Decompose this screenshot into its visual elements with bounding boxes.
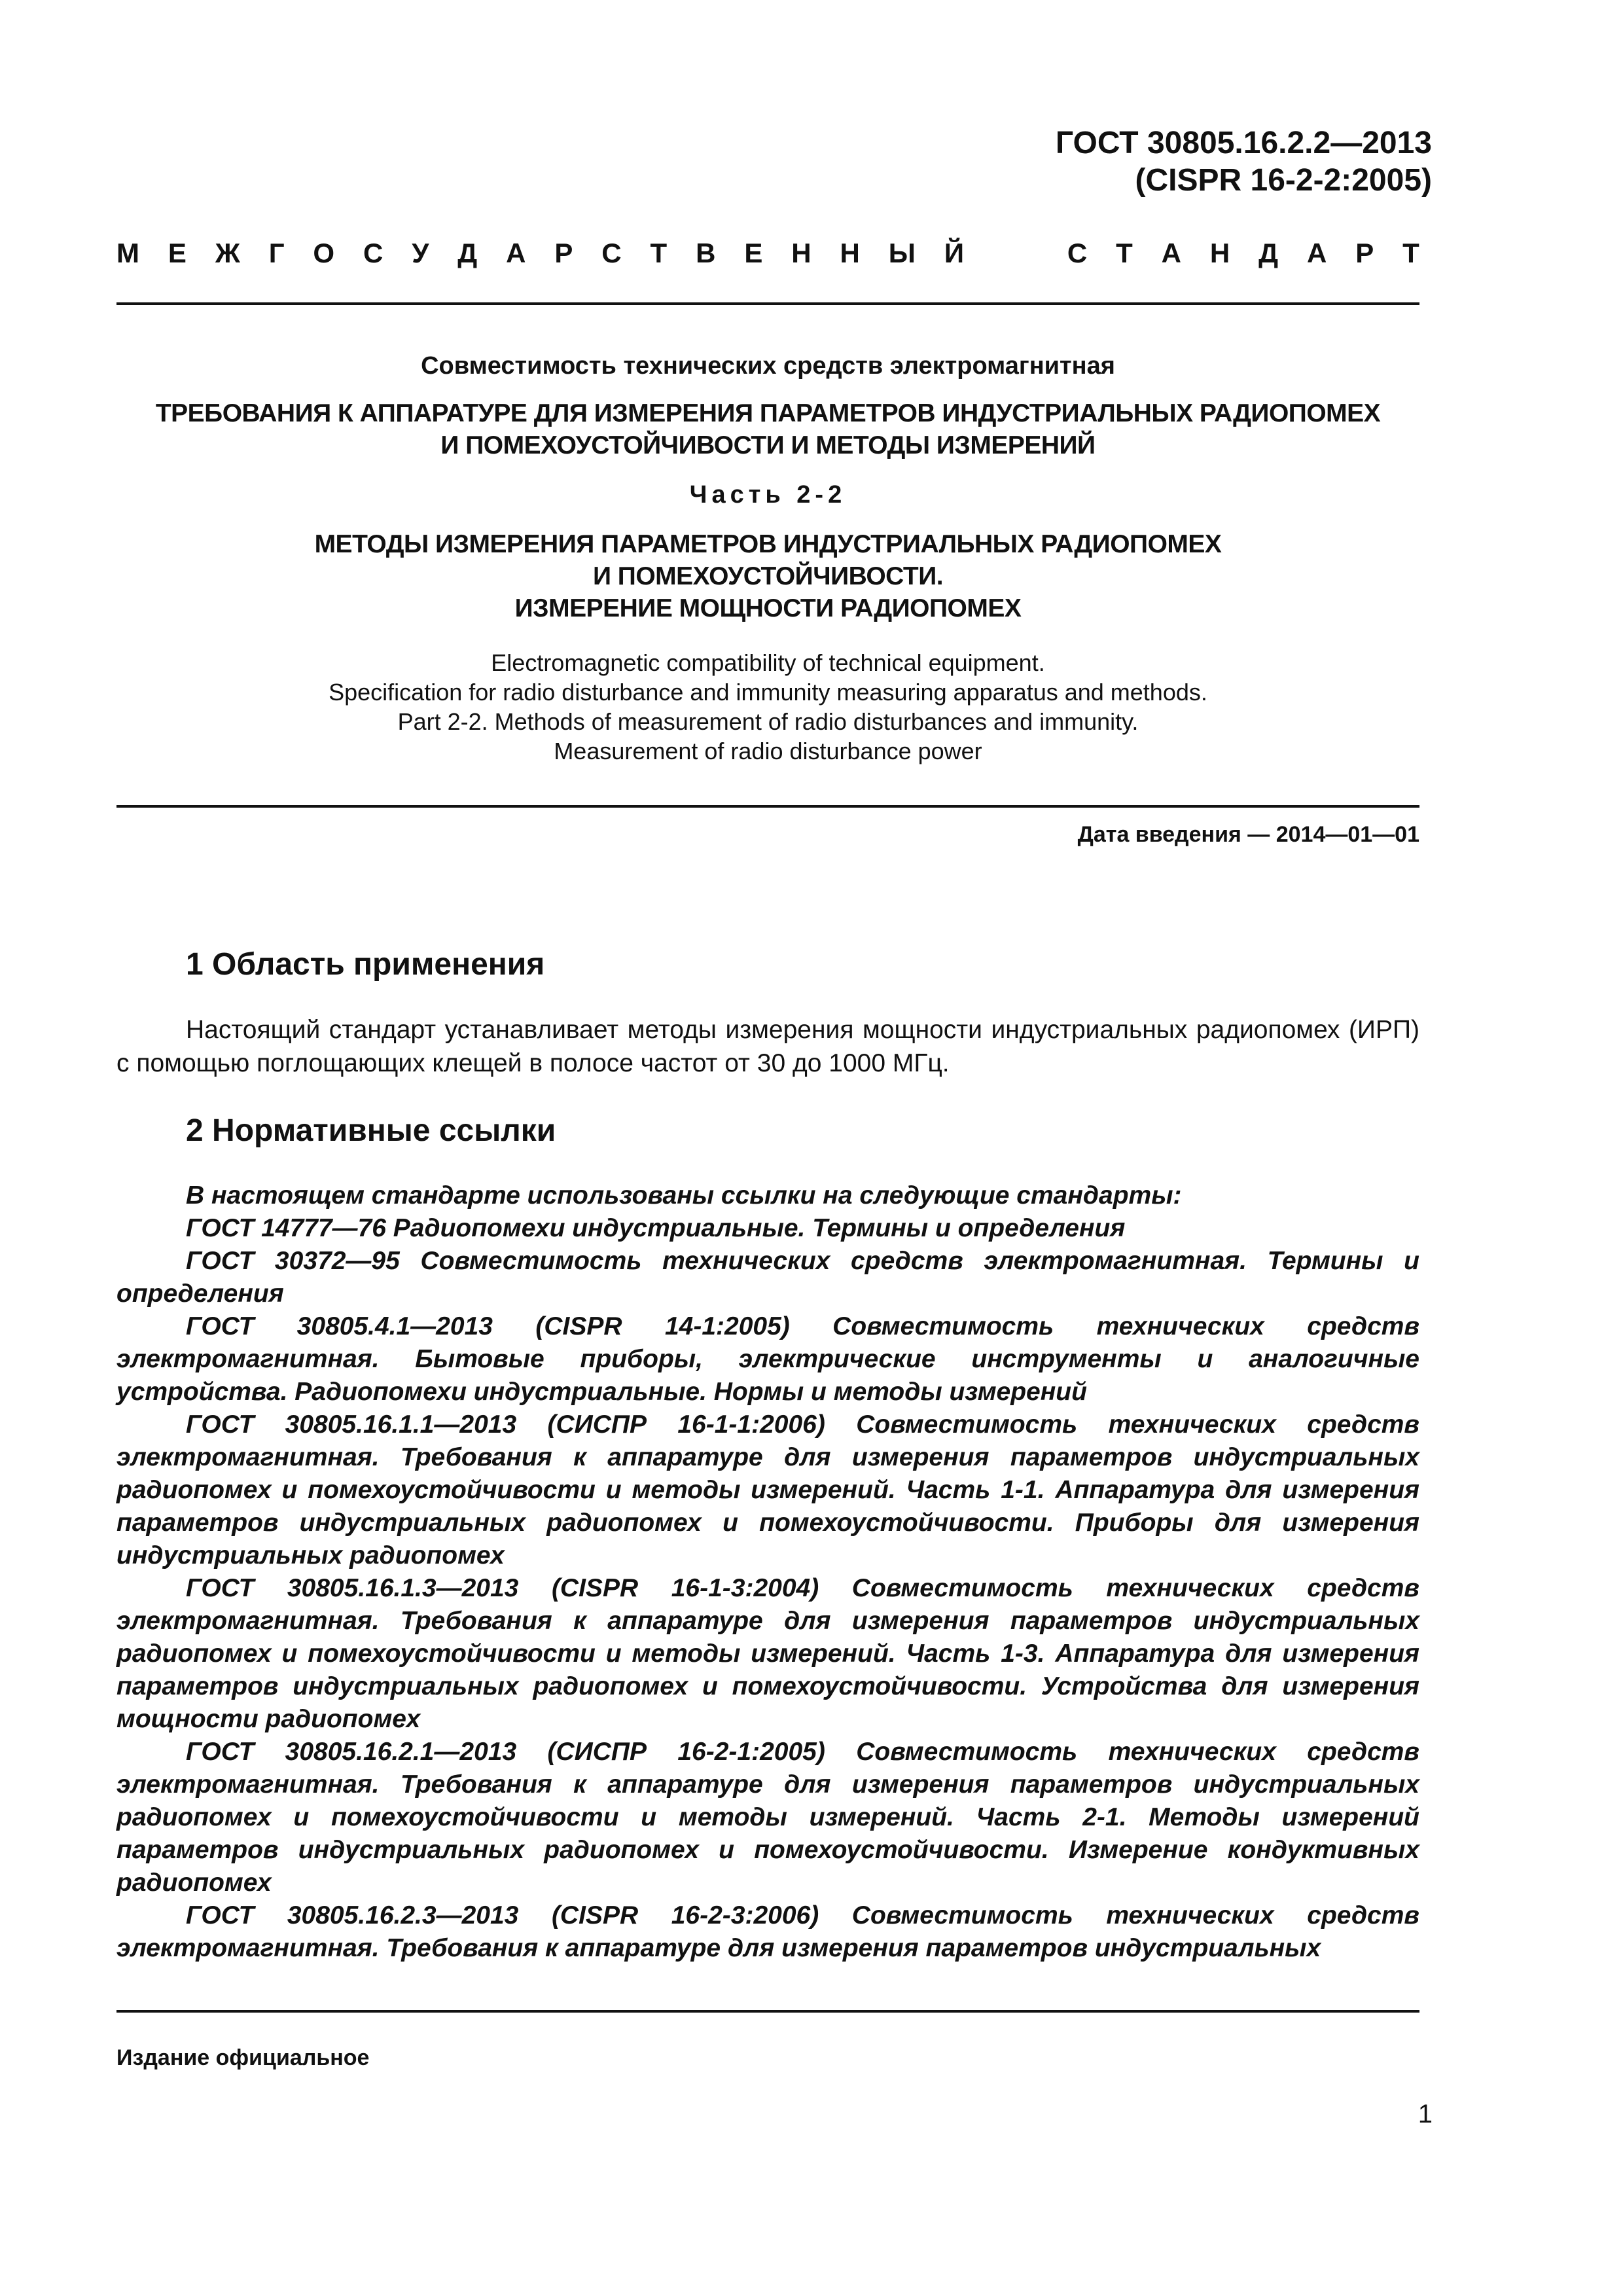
spaced-letter: Е bbox=[168, 238, 187, 268]
reference-item: ГОСТ 30805.16.2.1—2013 (СИСПР 16-2-1:2005) Совместимость технических средств электромагнитная. Требования к аппаратуре для измерения параметров индустриальных радиопомех и помехоустойчивости и методы измерений. Часть 2-1. Методы измерений параметров индустриальных радиопомех и помехоустойчивости. Измерение кондуктивных радиопомех bbox=[116, 1738, 1419, 1897]
reference-item: ГОСТ 30372—95 Совместимость технических средств электромагнитная. Термины и определения bbox=[116, 1247, 1419, 1308]
spaced-letter: Ж bbox=[215, 238, 240, 268]
english-title-line1: Electromagnetic compatibility of technical equipment. bbox=[491, 649, 1045, 676]
spaced-letter: С bbox=[363, 238, 383, 268]
footer-rule bbox=[116, 2010, 1419, 2013]
reference-item: ГОСТ 30805.4.1—2013 (CISPR 14-1:2005) Совместимость технических средств электромагнитная. Бытовые приборы, электрические инструменты и аналогичные устройства. Радиопомехи индустриальные. Нормы и методы измерений bbox=[116, 1312, 1419, 1406]
english-title-line2: Specification for radio disturbance and immunity measuring apparatus and methods. bbox=[329, 679, 1207, 706]
spaced-letter: Р bbox=[554, 238, 573, 268]
word-gap bbox=[993, 237, 1039, 270]
introduction-date: Дата введения — 2014—01—01 bbox=[1077, 822, 1419, 847]
spaced-letter: Е bbox=[744, 238, 763, 268]
spaced-letter: Т bbox=[1402, 238, 1419, 268]
spaced-letter: Н bbox=[840, 238, 860, 268]
main-title-line2: И ПОМЕХОУСТОЙЧИВОСТИ И МЕТОДЫ ИЗМЕРЕНИЙ bbox=[440, 431, 1096, 459]
spaced-letter: М bbox=[116, 238, 139, 268]
part-title: Часть 2-2 bbox=[689, 481, 847, 509]
main-title-line1: ТРЕБОВАНИЯ К АППАРАТУРЕ ДЛЯ ИЗМЕРЕНИЯ ПАРАМЕТРОВ ИНДУСТРИАЛЬНЫХ РАДИОПОМЕХ bbox=[155, 399, 1381, 427]
subtitle-line1: МЕТОДЫ ИЗМЕРЕНИЯ ПАРАМЕТРОВ ИНДУСТРИАЛЬНЫХ РАДИОПОМЕХ bbox=[314, 530, 1222, 558]
reference-item: ГОСТ 30805.16.1.3—2013 (CISPR 16-1-3:2004) Совместимость технических средств электромагнитная. Требования к аппаратуре для измерения параметров индустриальных радиопомех и помехоустойчивости и методы измерений. Часть 1-3. Аппаратура для измерения параметров индустриальных радиопомех и помехоустойчивости. Устройства для измерения мощности радиопомех bbox=[116, 1574, 1419, 1733]
spaced-letter: А bbox=[506, 238, 526, 268]
reference-item: ГОСТ 14777—76 Радиопомехи индустриальные. Термины и определения bbox=[186, 1214, 1126, 1242]
references-intro: В настоящем стандарте использованы ссылки на следующие стандарты: bbox=[186, 1181, 1182, 1210]
subtitle-line2: И ПОМЕХОУСТОЙЧИВОСТИ. bbox=[592, 562, 944, 590]
section-1-text: Настоящий стандарт устанавливает методы измерения мощности индустриальных радиопомех (ИРП) с помощью поглощающих клещей в полосе частот от 30 до 1000 МГц. bbox=[116, 1016, 1419, 1077]
standard-type-spaced bbox=[116, 237, 1419, 270]
spaced-letter: Ы bbox=[888, 238, 916, 268]
section-1-heading: 1 Область применения bbox=[186, 947, 545, 982]
spaced-letter: Г bbox=[268, 238, 285, 268]
spaced-letter: Р bbox=[1355, 238, 1374, 268]
title-rule bbox=[116, 805, 1419, 808]
english-title-line3: Part 2-2. Methods of measurement of radio disturbances and immunity. bbox=[397, 708, 1139, 735]
edition-label: Издание официальное bbox=[116, 2045, 370, 2070]
english-title-line4: Measurement of radio disturbance power bbox=[554, 738, 982, 764]
spaced-letter: В bbox=[696, 238, 716, 268]
section-2-heading: 2 Нормативные ссылки bbox=[186, 1113, 556, 1148]
reference-item: ГОСТ 30805.16.1.1—2013 (СИСПР 16-1-1:2006) Совместимость технических средств электромагнитная. Требования к аппаратуре для измерения параметров индустриальных радиопомех и помехоустойчивости и методы измерений. Часть 1-1. Аппаратура для измерения параметров индустриальных радиопомех и помехоустойчивости. Приборы для измерения индустриальных радиопомех bbox=[116, 1410, 1419, 1570]
spaced-letter: У bbox=[412, 238, 429, 268]
spaced-letter: О bbox=[313, 238, 335, 268]
page-number: 1 bbox=[1418, 2100, 1433, 2128]
spaced-letter: С bbox=[601, 238, 622, 268]
spaced-letter: Н bbox=[1209, 238, 1230, 268]
spaced-letter: Д bbox=[457, 238, 478, 268]
reference-item: ГОСТ 30805.16.2.3—2013 (CISPR 16-2-3:2006) Совместимость технических средств электромагнитная. Требования к аппаратуре для измерения параметров индустриальных bbox=[116, 1901, 1419, 1962]
cispr-code: (CISPR 16-2-2:2005) bbox=[1135, 163, 1432, 198]
spaced-letter: А bbox=[1306, 238, 1327, 268]
normative-references-list bbox=[116, 1179, 1419, 1965]
spaced-letter: Т bbox=[1116, 238, 1133, 268]
spaced-letter: Т bbox=[650, 238, 668, 268]
standard-code: ГОСТ 30805.16.2.2—2013 bbox=[1055, 126, 1432, 160]
spaced-letter: С bbox=[1067, 238, 1088, 268]
spaced-letter: Й bbox=[944, 238, 964, 268]
subtitle-line3: ИЗМЕРЕНИЕ МОЩНОСТИ РАДИОПОМЕХ bbox=[514, 594, 1022, 622]
header-rule bbox=[116, 302, 1419, 305]
spaced-letter: Д bbox=[1258, 238, 1279, 268]
group-title: Совместимость технических средств электромагнитная bbox=[421, 352, 1115, 380]
spaced-letter: А bbox=[1161, 238, 1181, 268]
spaced-letter: Н bbox=[791, 238, 812, 268]
